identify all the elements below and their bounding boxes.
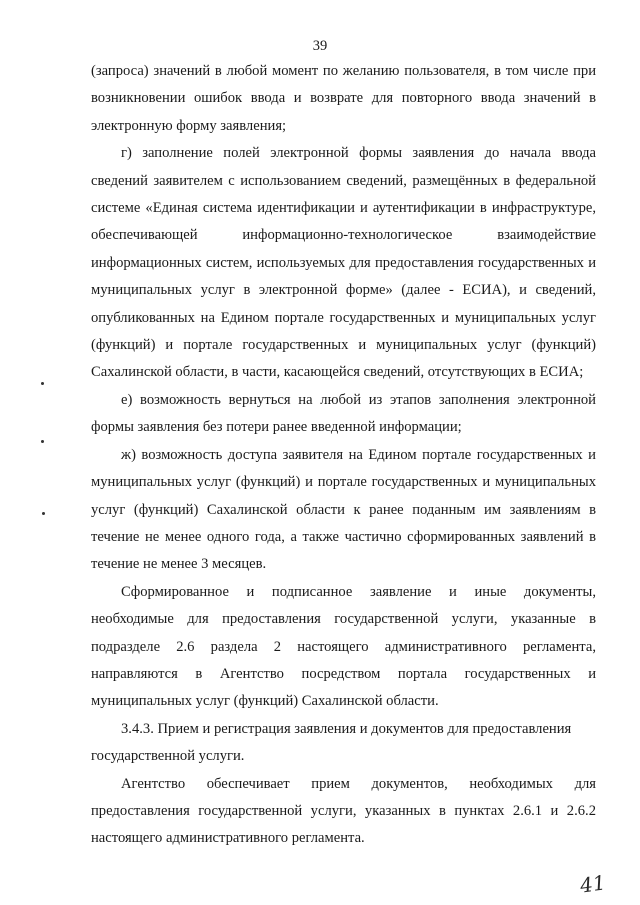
section-heading-3-4-3: 3.4.3. Прием и регистрация заявления и документов для предоставления государственной услуги. [91, 720, 572, 765]
scan-dot-3 [42, 512, 45, 515]
scan-dot-2 [41, 440, 44, 443]
paragraph-item-zh: ж) возможность доступа заявителя на Едином портале государственных и муниципальных услуг (функций) и портале государственных и муниципальных услуг (функций) Сахалинской области к ранее поданным им заявлениям в течение не менее одного года, а также частично сформированных заявлений в течение не менее 3 месяцев. [91, 446, 596, 573]
paragraph-continuation: (запроса) значений в любой момент по желанию пользователя, в том числе при возникновении ошибок ввода и возврате для повторного ввода значений в электронную форму заявления; [91, 63, 596, 134]
paragraph-agency: Агентство обеспечивает прием документов, необходимых для предоставления государственной услуги, указанных в пунктах 2.6.1 и 2.6.2 настоящего административного регламента. [91, 775, 596, 847]
handwritten-sheet-number: 41 [578, 870, 607, 898]
scan-dot-1 [41, 382, 44, 385]
paragraph-item-e: е) возможность вернуться на любой из этапов заполнения электронной формы заявления без потери ранее введенной информации; [91, 391, 596, 436]
paragraph-submission: Сформированное и подписанное заявление и иные документы, необходимые для предоставления государственной услуги, указанные в подразделе 2.6 раздела 2 настоящего административного регламента, направляются в Агентство посредством портала государственных и муниципальных услуг (функций) Сахалинской области. [91, 583, 596, 710]
page-number: 39 [312, 38, 328, 54]
document-body [91, 58, 596, 853]
paragraph-item-g: г) заполнение полей электронной формы заявления до начала ввода сведений заявителем с использованием сведений, размещённых в федеральной системе «Единая система идентификации и аутентификации в инфраструктуре, обеспечивающей информационно-технологическое взаимодействие информационных систем, используемых для предоставления государственных и муниципальных услуг в электронной форме» (далее - ЕСИА), и сведений, опубликованных на Едином портале государственных и муниципальных услуг (функций) и портале государственных и муниципальных услуг (функций) Сахалинской области, в части, касающейся сведений, отсутствующих в ЕСИА; [91, 145, 596, 381]
